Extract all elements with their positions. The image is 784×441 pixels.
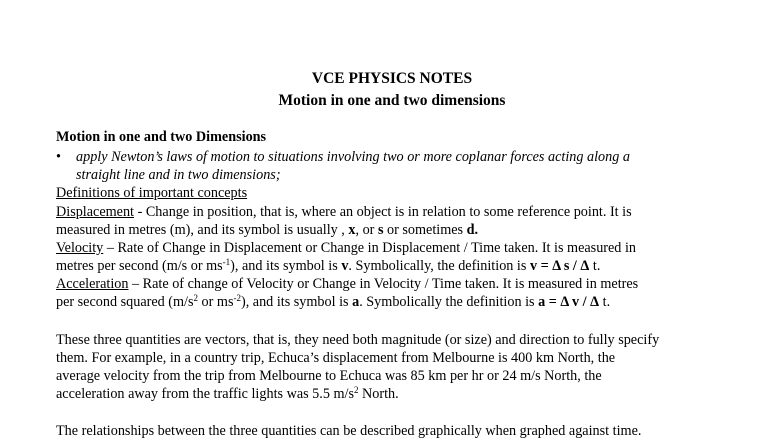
displacement-term: Displacement — [56, 204, 135, 220]
velocity-line1: Velocity – Rate of Change in Displacement or Change in Displacement / Time taken. It is measured in — [56, 240, 636, 256]
paragraph-line4: acceleration away from the traffic lights was 5.5 $m/s^2$ North. — [56, 385, 399, 402]
velocity-line2: metres per second (m/s or $ms^{-1}$), and its symbol is v. Symbolically, the definition is v = Δ s / Δ t. — [56, 257, 601, 274]
velocity-symbol: v — [341, 258, 349, 274]
closing-line: The relationships between the three quantities can be described graphically when graphed against time. — [56, 423, 642, 439]
symbol-s: s — [377, 222, 384, 238]
document-title: VCE PHYSICS NOTES — [311, 70, 473, 87]
displacement-line2: measured in metres (m), and its symbol is usually , x, or s or sometimes d. — [56, 222, 479, 238]
bullet-marker: • — [56, 149, 61, 165]
section-heading: Motion in one and two Dimensions — [56, 129, 267, 145]
bullet-text-line2: straight line and in two dimensions; — [76, 167, 281, 183]
acceleration-symbol: a — [352, 294, 360, 310]
symbol-d: d. — [466, 222, 479, 238]
definitions-heading: Definitions of important concepts — [56, 185, 248, 201]
displacement-line1: Displacement - Change in position, that is, where an object is in relation to some reference point. It is — [56, 204, 632, 220]
velocity-term: Velocity — [56, 240, 104, 256]
paragraph-line3: average velocity from the trip from Melbourne to Echuca was 85 km per hr or 24 m/s North, the — [56, 368, 602, 384]
paragraph-line2: them. For example, in a country trip, Echuca’s displacement from Melbourne is 400 km North, the — [56, 350, 616, 366]
velocity-formula: v = Δ s / Δ — [529, 258, 590, 274]
acceleration-line2: per second squared ($m/s^2$ or $ms^{-2}$), and its symbol is a. Symbolically the definition is a = Δ v / Δ t. — [56, 293, 611, 310]
acceleration-term: Acceleration — [56, 276, 129, 292]
paragraph-line1: These three quantities are vectors, that is, they need both magnitude (or size) and direction to fully specify — [56, 332, 660, 348]
acceleration-line1: Acceleration – Rate of change of Velocity or Change in Velocity / Time taken. It is measured in metres — [56, 276, 639, 292]
document-subtitle: Motion in one and two dimensions — [278, 92, 506, 109]
bullet-text-line1: apply Newton’s laws of motion to situations involving two or more coplanar forces acting along a — [76, 149, 630, 165]
acceleration-formula: a = Δ v / Δ — [538, 294, 600, 310]
symbol-x: x — [348, 222, 356, 238]
